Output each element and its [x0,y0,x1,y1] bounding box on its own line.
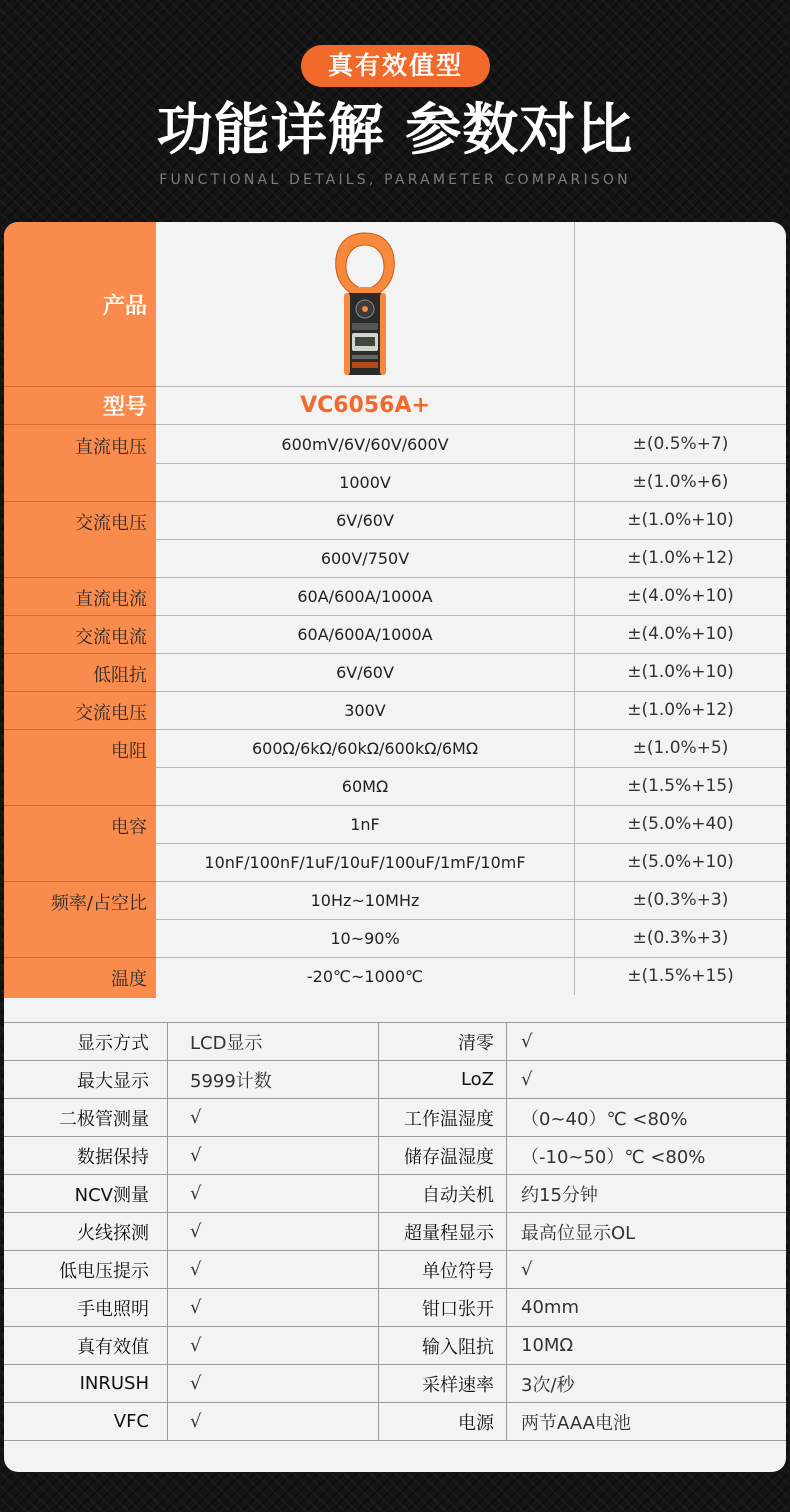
info-value: （0~40）℃ <80% [521,1108,688,1130]
info-table [4,1022,786,1447]
info-value: √ [521,1259,533,1280]
spec-accuracy: ±(4.0%+10) [627,624,734,644]
info-row [4,1137,786,1175]
spec-accuracy: ±(5.0%+40) [627,814,734,834]
divider [156,843,786,844]
spec-label: 电容 [4,805,156,843]
info-row [4,1403,786,1441]
spec-accuracy: ±(1.0%+5) [632,738,729,758]
spec-range: 1nF [156,805,575,843]
spec-range: 300V [156,691,575,729]
spec-row [4,881,786,919]
info-row [4,1289,786,1327]
spec-accuracy: ±(1.0%+12) [627,700,734,720]
info-label: 最大显示 [4,1061,168,1098]
divider [4,805,156,806]
info-label: 采样速率 [379,1365,507,1402]
info-value: √ [168,1251,379,1288]
spec-label: 电阻 [4,729,156,767]
spec-row [4,843,786,881]
model-name: VC6056A+ [156,387,575,424]
info-value: 约15分钟 [521,1184,598,1206]
spec-accuracy: ±(1.0%+10) [627,662,734,682]
info-row [4,1175,786,1213]
info-label: VFC [4,1403,168,1440]
info-value: √ [521,1069,533,1090]
spec-accuracy: ±(5.0%+10) [627,852,734,872]
info-label: 储存温湿度 [379,1137,507,1174]
clamp-meter-icon [330,229,400,379]
spec-accuracy: ±(1.0%+6) [632,472,729,492]
info-value: √ [168,1137,379,1174]
type-badge: 真有效值型 [301,45,490,87]
info-value: √ [168,1099,379,1136]
info-label: 低电压提示 [4,1251,168,1288]
spec-accuracy: ±(1.0%+12) [627,548,734,568]
product-label: 产品 [4,222,156,386]
info-label: 输入阻抗 [379,1327,507,1364]
info-value: √ [168,1289,379,1326]
divider [4,501,156,502]
spec-row [4,691,786,729]
info-value: √ [168,1327,379,1364]
spec-accuracy: ±(0.3%+3) [632,928,729,948]
spec-label: 直流电流 [4,577,156,615]
spec-row [4,425,786,463]
spec-range: 1000V [156,463,575,501]
info-label: LoZ [379,1061,507,1098]
spec-range: 6V/60V [156,501,575,539]
info-label: INRUSH [4,1365,168,1402]
spec-row [4,767,786,805]
model-row [4,387,786,424]
spec-row [4,501,786,539]
divider [156,767,786,768]
info-value: 3次/秒 [521,1374,575,1396]
divider [4,691,156,692]
divider [156,615,786,616]
info-value: 最高位显示OL [521,1222,636,1244]
info-row [4,1099,786,1137]
spec-range: 60A/600A/1000A [156,615,575,653]
spec-label [4,843,156,881]
spec-accuracy: ±(0.3%+3) [632,890,729,910]
divider [156,919,786,920]
info-label: 自动关机 [379,1175,507,1212]
spec-accuracy: ±(0.5%+7) [632,434,729,454]
spec-row [4,729,786,767]
spec-accuracy: ±(1.5%+15) [627,966,734,986]
info-value: （-10~50）℃ <80% [521,1146,706,1168]
divider [156,805,786,806]
spec-row [4,615,786,653]
divider [156,501,786,502]
spec-range: 600V/750V [156,539,575,577]
product-image-cell [156,222,575,386]
divider [4,881,156,882]
spec-range: 600mV/6V/60V/600V [156,425,575,463]
info-label: 显示方式 [4,1023,168,1060]
divider [4,577,156,578]
spec-label: 温度 [4,957,156,995]
info-label: 单位符号 [379,1251,507,1288]
spec-range: 10~90% [156,919,575,957]
spec-row [4,805,786,843]
info-row [4,1327,786,1365]
spec-accuracy: ±(1.0%+10) [627,510,734,530]
info-value: 5999计数 [168,1061,379,1098]
divider [156,539,786,540]
info-row [4,1023,786,1061]
page-subtitle: FUNCTIONAL DETAILS, PARAMETER COMPARISON [159,172,631,188]
page-title: 功能详解 参数对比 [156,98,634,163]
spec-label: 交流电压 [4,691,156,729]
spec-range: 60A/600A/1000A [156,577,575,615]
info-row [4,1251,786,1289]
divider [156,729,786,730]
info-label: 手电照明 [4,1289,168,1326]
info-value: √ [168,1213,379,1250]
spec-label [4,539,156,577]
info-value: 40mm [521,1297,579,1318]
divider [156,653,786,654]
divider [156,463,786,464]
info-row [4,1061,786,1099]
info-label: 数据保持 [4,1137,168,1174]
info-value: 两节AAA电池 [521,1412,631,1434]
spec-range: 10Hz~10MHz [156,881,575,919]
spec-row [4,577,786,615]
info-label: 超量程显示 [379,1213,507,1250]
divider [4,957,156,958]
divider [4,729,156,730]
spec-card [4,222,786,1472]
spec-label: 直流电压 [4,425,156,463]
spec-range: 600Ω/6kΩ/60kΩ/600kΩ/6MΩ [156,729,575,767]
info-label: 清零 [379,1023,507,1060]
spec-label: 低阻抗 [4,653,156,691]
divider [4,653,156,654]
spec-accuracy: ±(4.0%+10) [627,586,734,606]
info-label: 工作温湿度 [379,1099,507,1136]
info-label: NCV测量 [4,1175,168,1212]
spec-range: 6V/60V [156,653,575,691]
info-value: 10MΩ [521,1335,574,1356]
spec-label: 频率/占空比 [4,881,156,919]
info-value: LCD显示 [168,1023,379,1060]
spec-accuracy: ±(1.5%+15) [627,776,734,796]
info-row [4,1213,786,1251]
divider [156,957,786,958]
info-label: 真有效值 [4,1327,168,1364]
spec-range: 10nF/100nF/1uF/10uF/100uF/1mF/10mF [156,843,575,881]
info-label: 电源 [379,1403,507,1440]
spec-range: -20℃~1000℃ [156,957,575,995]
spec-row [4,653,786,691]
divider [156,577,786,578]
info-value: √ [168,1403,379,1440]
info-value: √ [521,1031,533,1052]
spec-label: 交流电压 [4,501,156,539]
divider [156,691,786,692]
product-row [4,222,786,386]
spec-label [4,767,156,805]
divider [156,881,786,882]
divider [4,615,156,616]
spec-row [4,919,786,957]
spec-label [4,463,156,501]
info-row [4,1365,786,1403]
info-label: 二极管测量 [4,1099,168,1136]
info-label: 钳口张开 [379,1289,507,1326]
info-label: 火线探测 [4,1213,168,1250]
spec-row [4,957,786,995]
spec-row [4,463,786,501]
spec-label: 交流电流 [4,615,156,653]
info-value: √ [168,1365,379,1402]
spec-range: 60MΩ [156,767,575,805]
spec-label [4,919,156,957]
model-label: 型号 [4,387,156,424]
info-value: √ [168,1175,379,1212]
spec-row [4,539,786,577]
